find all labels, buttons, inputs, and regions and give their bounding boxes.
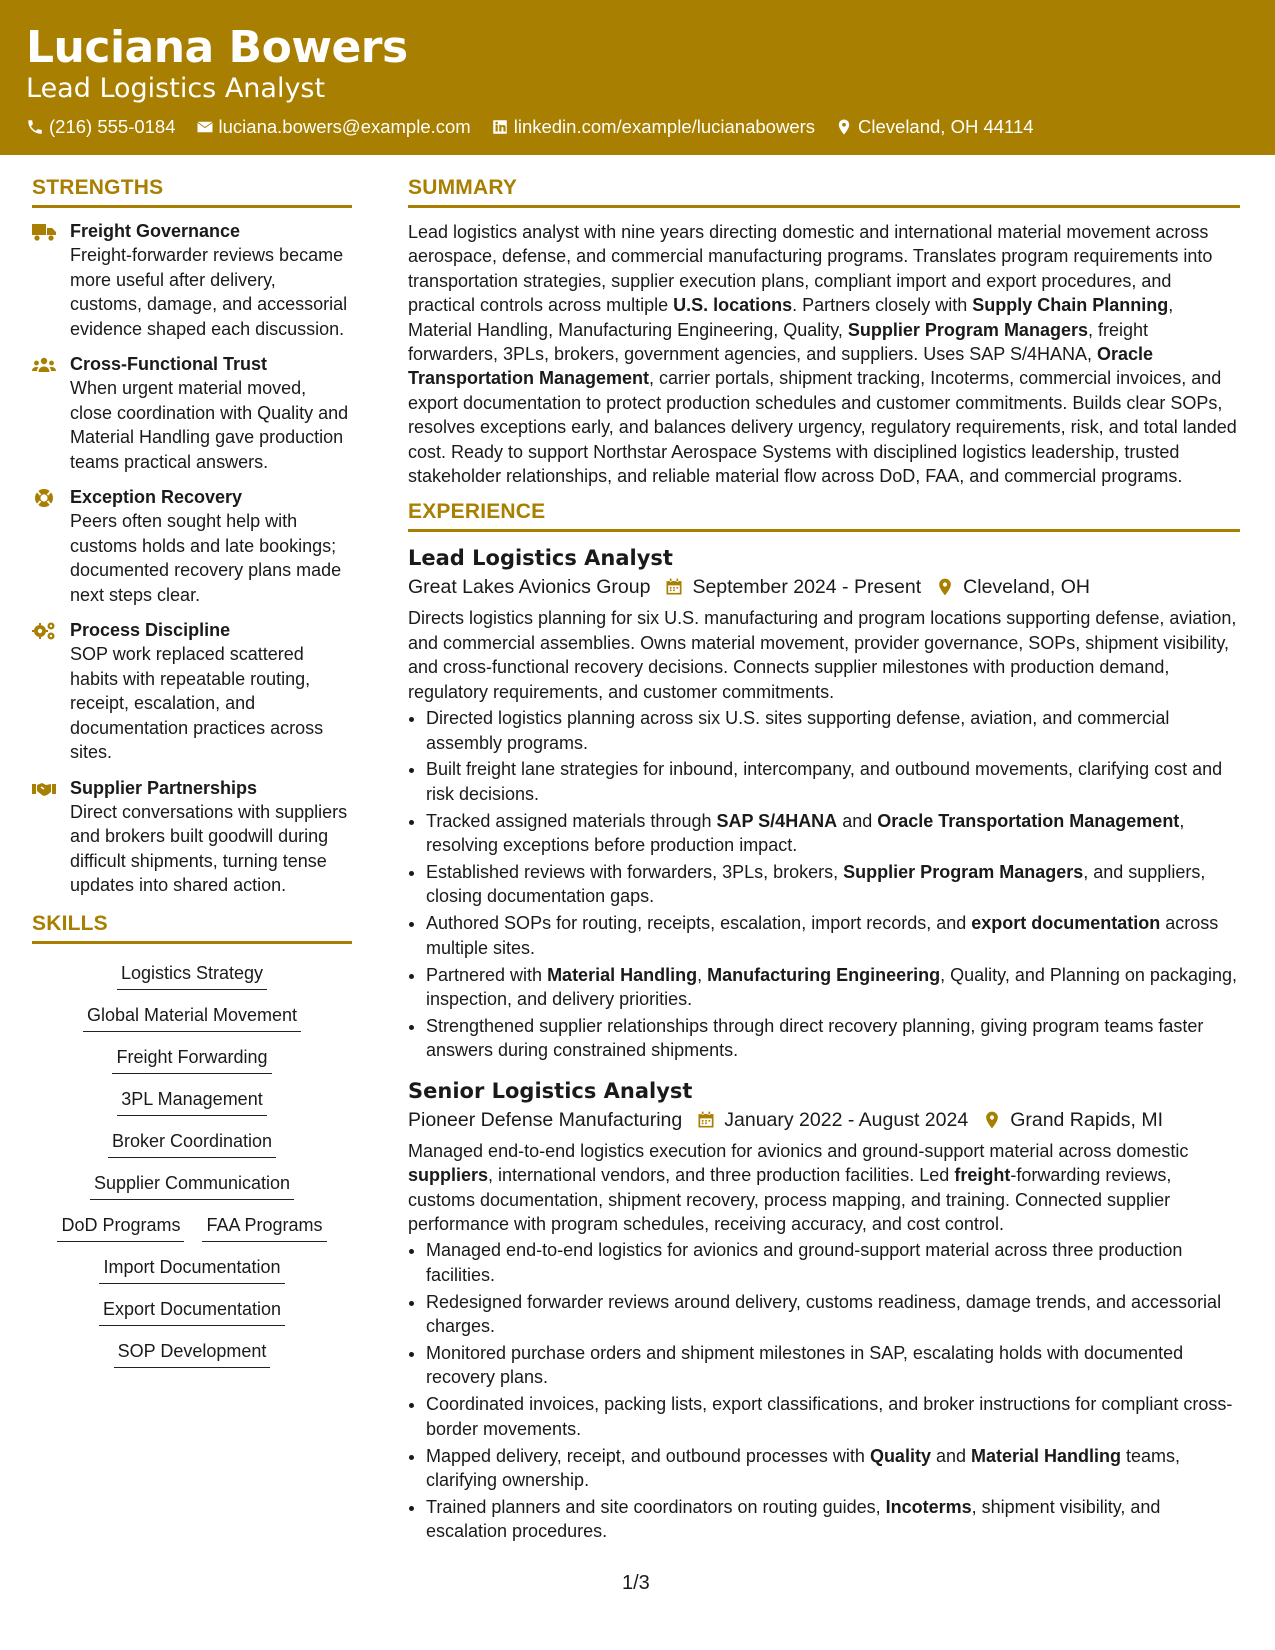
strengths-heading: STRENGTHS [32, 176, 352, 208]
skill-tag: DoD Programs [57, 1212, 184, 1242]
map-pin-icon [982, 1110, 1002, 1130]
truck-icon [32, 222, 56, 242]
job-description: Directs logistics planning for six U.S. manufacturing and program locations supporting defense, aviation, and commercial assemblies. Owns material movement, provider governance, SOPs, shipment visibility, and cross-functional recovery decisions. Connects supplier milestones with production demand, regulatory requirements, and customer commitments. [408, 608, 1237, 702]
linkedin-text: linkedin.com/example/lucianabowers [513, 116, 816, 137]
linkedin-icon [491, 118, 509, 136]
experience-section [408, 500, 1240, 1543]
phone-text: (216) 555-0184 [49, 116, 176, 137]
bullet-item: • Partnered with Material Handling, Manufacturing Engineering, Quality, and Planning on packaging, inspection, and delivery priorities. [426, 963, 1240, 1012]
contact-email[interactable] [196, 116, 471, 138]
job-dates: September 2024 - Present [692, 576, 922, 599]
job-description: Managed end-to-end logistics execution for avionics and ground-support material across domestic suppliers, international vendors, and three production facilities. Led freight-forwarding reviews, customs documentation, shipment recovery, process mapping, and training. Connected supplier performance with program schedules, receiving accuracy, and cost control. [408, 1140, 1189, 1234]
phone-icon [26, 118, 44, 136]
skill-tag: Logistics Strategy [117, 960, 267, 990]
strength-title: Supplier Partnerships [70, 777, 258, 798]
skill-list [32, 956, 352, 1372]
strength-desc: Freight-forwarder reviews became more useful after delivery, customs, damage, and accessorial evidence shaped each discussion. [70, 245, 348, 339]
map-pin-icon [835, 118, 853, 136]
job-meta [408, 1105, 1240, 1135]
lifebuoy-icon [32, 488, 56, 508]
bullet-item: • Authored SOPs for routing, receipts, escalation, import records, and export documentation across multiple sites. [426, 911, 1240, 960]
strength-item [32, 220, 352, 341]
skill-tag: Export Documentation [99, 1296, 285, 1326]
contact-bar [26, 116, 1034, 138]
bullet-item: • Directed logistics planning across six U.S. sites supporting defense, aviation, and commercial assembly programs. [426, 706, 1240, 755]
job-company: Great Lakes Avionics Group [408, 576, 651, 599]
job-title: Lead Logistics Analyst [408, 546, 673, 571]
strength-title: Cross-Functional Trust [70, 354, 268, 374]
strength-desc: Peers often sought help with customs holds and late bookings; documented recovery plans made next steps clear. [70, 511, 342, 605]
skill-tag: FAA Programs [202, 1212, 326, 1242]
strength-item [32, 619, 352, 765]
strength-desc: SOP work replaced scattered habits with repeatable routing, receipt, escalation, and documentation practices across sites. [70, 644, 324, 762]
users-icon [32, 355, 56, 375]
bullet-item: • Established reviews with forwarders, 3PLs, brokers, Supplier Program Managers, and suppliers, closing documentation gaps. [426, 860, 1240, 909]
bullet-item: • Trained planners and site coordinators on routing guides, Incoterms, shipment visibility, and escalation procedures. [426, 1495, 1240, 1544]
bullet-item: • Strengthened supplier relationships through direct recovery planning, giving program teams faster answers during constrained shipments. [426, 1014, 1240, 1063]
candidate-name: Luciana Bowers [26, 22, 408, 73]
strength-item [32, 486, 352, 607]
contact-phone[interactable] [26, 116, 176, 138]
skill-tag: Freight Forwarding [112, 1044, 271, 1074]
header-banner [0, 0, 1275, 155]
strength-title: Freight Governance [70, 221, 241, 241]
left-column [32, 176, 352, 1372]
bullet-item: • Built freight lane strategies for inbound, intercompany, and outbound movements, clarifying cost and risk decisions. [426, 757, 1240, 806]
bullet-item: • Managed end-to-end logistics for avionics and ground-support material across three production facilities. [426, 1238, 1240, 1287]
calendar-icon [696, 1110, 716, 1130]
envelope-icon [196, 118, 214, 136]
page-number: 1/3 [622, 1572, 650, 1594]
job-location: Cleveland, OH [963, 576, 1090, 599]
map-pin-icon [935, 577, 955, 597]
summary-text: Lead logistics analyst with nine years directing domestic and international material movement across aerospace, defense, and commercial manufacturing programs. Translates program requirements into transportation strategies, supplier execution plans, compliant import and export procedures, and practical controls across multiple U.S. locations. Partners closely with Supply Chain Planning, Material Handling, Manufacturing Engineering, Quality, Supplier Program Managers, freight forwarders, 3PLs, brokers, government agencies, and suppliers. Uses SAP S/4HANA, Oracle Transportation Management, carrier portals, shipment tracking, Incoterms, commercial invoices, and export documentation to protect production schedules and customer commitments. Builds clear SOPs, resolves exceptions early, and balances delivery urgency, regulatory requirements, risk, and total landed cost. Ready to support Northstar Aerospace Systems with disciplined logistics leadership, trusted stakeholder relationships, and reliable material flow across DoD, FAA, and commercial programs. [408, 222, 1237, 487]
job-bullets [408, 1238, 1240, 1543]
strength-item [32, 353, 352, 474]
skill-tag: SOP Development [114, 1338, 271, 1368]
skill-tag: Global Material Movement [83, 1002, 301, 1032]
job-entry [408, 1077, 1240, 1544]
bullet-item: • Monitored purchase orders and shipment milestones in SAP, escalating holds with documented recovery plans. [426, 1341, 1240, 1390]
summary-heading: SUMMARY [408, 176, 1240, 208]
skill-tag: 3PL Management [117, 1086, 266, 1116]
experience-heading: EXPERIENCE [408, 500, 1240, 532]
bullet-item: • Tracked assigned materials through SAP S/4HANA and Oracle Transportation Management, resolving exceptions before production impact. [426, 809, 1240, 858]
strength-title: Process Discipline [70, 620, 231, 640]
job-dates: January 2022 - August 2024 [724, 1108, 969, 1131]
job-location: Grand Rapids, MI [1010, 1108, 1163, 1131]
bullet-item: • Redesigned forwarder reviews around delivery, customs readiness, damage trends, and accessorial charges. [426, 1290, 1240, 1339]
bullet-item: • Mapped delivery, receipt, and outbound processes with Quality and Material Handling teams, clarifying ownership. [426, 1444, 1240, 1493]
contact-location [835, 116, 1034, 138]
skill-tag: Import Documentation [99, 1254, 284, 1284]
strength-item [32, 777, 352, 898]
job-company: Pioneer Defense Manufacturing [408, 1108, 683, 1131]
gears-icon [32, 621, 56, 641]
calendar-icon [664, 577, 684, 597]
location-text: Cleveland, OH 44114 [858, 116, 1034, 137]
job-bullets [408, 706, 1240, 1063]
skills-heading: SKILLS [32, 912, 352, 944]
skill-tag: Supplier Communication [90, 1170, 294, 1200]
right-column [408, 176, 1240, 1558]
bullet-item: • Coordinated invoices, packing lists, export classifications, and broker instructions for compliant cross-border movements. [426, 1392, 1240, 1441]
candidate-title: Lead Logistics Analyst [26, 73, 326, 104]
strength-desc: When urgent material moved, close coordination with Quality and Material Handling gave production teams practical answers. [70, 378, 349, 472]
strength-desc: Direct conversations with suppliers and brokers built goodwill during difficult shipments, turning tense updates into shared action. [70, 801, 348, 895]
job-title: Senior Logistics Analyst [408, 1078, 693, 1103]
email-text: luciana.bowers@example.com [218, 116, 471, 137]
skills-section [32, 912, 352, 1372]
skill-tag: Broker Coordination [108, 1128, 276, 1158]
job-meta [408, 572, 1240, 602]
contact-linkedin[interactable] [491, 116, 815, 138]
strength-title: Exception Recovery [70, 487, 243, 507]
job-entry [408, 544, 1240, 1062]
handshake-icon [32, 779, 56, 799]
